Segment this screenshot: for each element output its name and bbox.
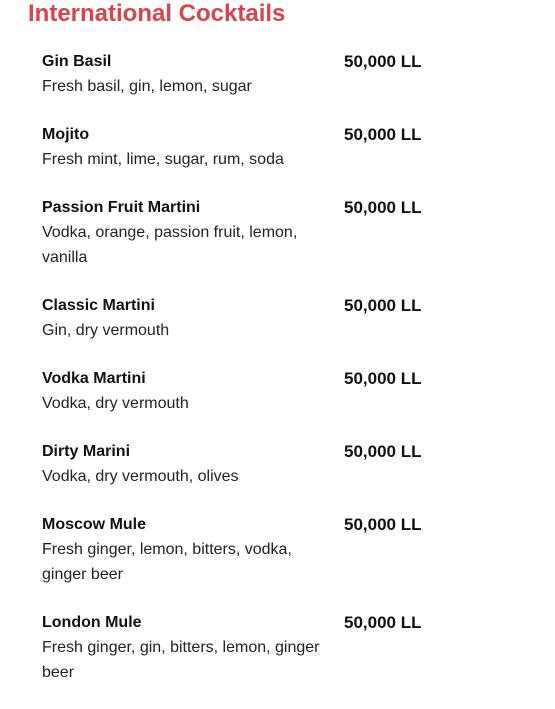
item-description: Fresh ginger, lemon, bitters, vodka, ginger beer	[42, 541, 292, 583]
menu-list	[42, 50, 542, 709]
item-price: 50,000 LL	[344, 125, 422, 144]
item-description: Fresh ginger, gin, bitters, lemon, ginger beer	[42, 639, 320, 681]
item-price: 50,000 LL	[344, 369, 422, 388]
item-description: Fresh mint, lime, sugar, rum, soda	[42, 151, 284, 168]
item-name: Dirty Marini	[42, 443, 131, 460]
item-description: Vodka, dry vermouth, olives	[42, 468, 239, 485]
item-price: 50,000 LL	[344, 442, 422, 461]
menu-item	[42, 123, 542, 172]
menu-item	[42, 611, 542, 685]
item-price: 50,000 LL	[344, 52, 422, 71]
item-price: 50,000 LL	[344, 515, 422, 534]
item-description: Vodka, dry vermouth	[42, 395, 189, 412]
item-description: Vodka, orange, passion fruit, lemon, vanilla	[42, 224, 298, 266]
item-price: 50,000 LL	[344, 613, 422, 632]
menu-item	[42, 50, 542, 99]
menu-item	[42, 294, 542, 343]
item-price: 50,000 LL	[344, 296, 422, 315]
menu-item	[42, 440, 542, 489]
item-name: Passion Fruit Martini	[42, 199, 201, 216]
menu-title: International Cocktails	[28, 0, 286, 27]
item-price: 50,000 LL	[344, 198, 422, 217]
menu-item	[42, 196, 542, 270]
item-description: Fresh basil, gin, lemon, sugar	[42, 78, 252, 95]
item-name: Gin Basil	[42, 53, 112, 70]
item-name: London Mule	[42, 614, 142, 631]
item-name: Moscow Mule	[42, 516, 147, 533]
item-name: Classic Martini	[42, 297, 155, 314]
item-name: Vodka Martini	[42, 370, 146, 387]
menu-item	[42, 513, 542, 587]
item-name: Mojito	[42, 126, 90, 143]
menu-item	[42, 367, 542, 416]
item-description: Gin, dry vermouth	[42, 322, 170, 339]
